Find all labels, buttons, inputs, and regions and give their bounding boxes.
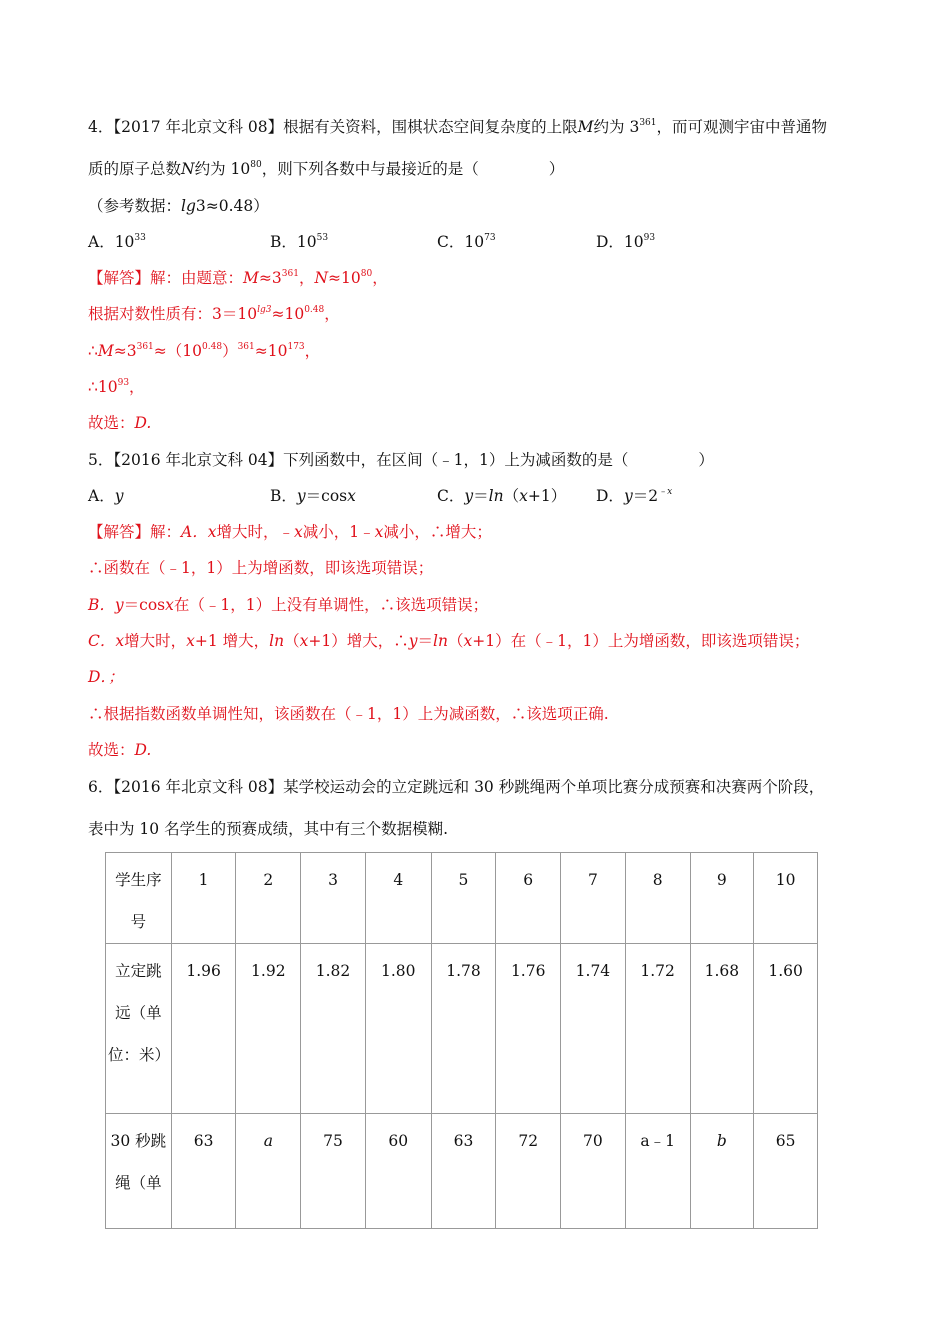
answer-text: ， bbox=[304, 342, 321, 360]
answer-text: ≈10 bbox=[254, 342, 288, 360]
answer-var: x bbox=[293, 523, 303, 541]
q4-text: 约为 3 bbox=[593, 118, 640, 136]
q4-var-m: M bbox=[577, 118, 594, 136]
table-cell: 1.80 bbox=[365, 944, 431, 1114]
q5-answer-6 bbox=[88, 703, 880, 725]
q5-answer-5 bbox=[88, 666, 880, 688]
option-exp: 73 bbox=[484, 233, 496, 243]
answer-text: 增大时，﹣ bbox=[216, 523, 294, 541]
q4-reference bbox=[88, 195, 880, 217]
option-label: D．10 bbox=[596, 233, 644, 251]
table-cell: 65 bbox=[754, 1114, 818, 1229]
answer-exp: 361 bbox=[237, 342, 255, 352]
option-var: x bbox=[519, 487, 528, 505]
table-cell: 75 bbox=[301, 1114, 366, 1229]
table-row-student-number bbox=[106, 853, 818, 944]
answer-var: ln bbox=[269, 632, 285, 650]
table-row-rope-skipping bbox=[106, 1114, 818, 1229]
q4-choose bbox=[88, 412, 880, 434]
table-cell: 1.96 bbox=[171, 944, 236, 1114]
answer-text: （ bbox=[284, 632, 300, 650]
answer-exp: 80 bbox=[360, 269, 373, 279]
row-header-rope-skipping: 30 秒跳绳（单 bbox=[106, 1114, 172, 1229]
table-cell: 1.72 bbox=[625, 944, 690, 1114]
answer-text: 增大时， bbox=[124, 632, 187, 650]
table-cell: 5 bbox=[431, 853, 496, 944]
option-var: y bbox=[464, 487, 474, 505]
q6-text: 表中为 10 名学生的预赛成绩，其中有三个数据模糊. bbox=[88, 820, 449, 838]
option-exp: 53 bbox=[316, 233, 329, 243]
q4-lg: lg bbox=[181, 197, 196, 215]
answer-text: ， bbox=[129, 378, 145, 396]
option-label: C． bbox=[437, 487, 465, 505]
q5-answer-3 bbox=[88, 594, 880, 616]
answer-text: （ bbox=[447, 632, 464, 650]
q6-line-2 bbox=[88, 818, 880, 840]
q5-line-1 bbox=[88, 449, 880, 471]
table-cell: 63 bbox=[431, 1114, 496, 1229]
table-cell: 1.92 bbox=[236, 944, 301, 1114]
option-var: ln bbox=[488, 487, 504, 505]
answer-var: x bbox=[463, 632, 473, 650]
answer-var: ln bbox=[433, 632, 448, 650]
table-cell: a bbox=[236, 1114, 301, 1229]
q4-answer-3 bbox=[88, 340, 880, 362]
q4-text: 约为 10 bbox=[194, 160, 251, 178]
option-var: y bbox=[114, 487, 124, 505]
q5-answer-1 bbox=[88, 521, 880, 543]
q4-answer-1 bbox=[88, 267, 880, 289]
answer-var: y bbox=[408, 632, 418, 650]
q4-answer-4 bbox=[88, 376, 880, 398]
score-table bbox=[105, 852, 818, 1229]
q4-text: ，而可观测宇宙中普通物 bbox=[656, 118, 828, 136]
table-cell: 72 bbox=[496, 1114, 561, 1229]
option-label: B．10 bbox=[270, 233, 317, 251]
answer-var: B． bbox=[88, 596, 115, 614]
answer-var: y bbox=[114, 596, 124, 614]
q5-choose bbox=[88, 739, 880, 761]
q6-line-1 bbox=[88, 776, 880, 798]
answer-text: 在（﹣1，1）上没有单调性，∴该选项错误； bbox=[173, 596, 489, 614]
table-cell: 1.76 bbox=[496, 944, 561, 1114]
option-label: B． bbox=[270, 487, 297, 505]
q4-text: 3≈0.48） bbox=[195, 197, 269, 215]
table-cell: 6 bbox=[496, 853, 561, 944]
answer-text: D．； bbox=[88, 668, 124, 686]
answer-choice: D. bbox=[134, 741, 152, 759]
q4-text: 4．【2017 年北京文科 08】根据有关资料，围棋状态空间复杂度的上限 bbox=[88, 118, 578, 136]
row-header-long-jump: 立定跳远（单位：米） bbox=[106, 944, 172, 1114]
answer-text: ≈10 bbox=[328, 269, 361, 287]
table-cell: a﹣1 bbox=[625, 1114, 690, 1229]
q4-var-n: N bbox=[181, 160, 195, 178]
table-cell: 70 bbox=[561, 1114, 626, 1229]
q4-line-2 bbox=[88, 158, 880, 180]
answer-text: ， bbox=[372, 269, 388, 287]
option-label: D． bbox=[596, 487, 624, 505]
option-var: x bbox=[347, 487, 356, 505]
answer-text: +1）在（﹣1，1）上为增函数，即该选项错误； bbox=[472, 632, 810, 650]
answer-exp: lg3 bbox=[257, 305, 272, 315]
answer-exp: 173 bbox=[287, 342, 305, 352]
q6-text: 6．【2016 年北京文科 08】某学校运动会的立定跳远和 30 秒跳绳两个单项比赛分成预赛和决赛两个阶段， bbox=[88, 778, 825, 796]
table-cell: 1.68 bbox=[690, 944, 754, 1114]
q4-option-c bbox=[437, 231, 496, 253]
q4-option-b bbox=[270, 231, 328, 253]
option-exp: 93 bbox=[643, 233, 656, 243]
answer-exp: 0.48 bbox=[304, 305, 325, 315]
answer-var: x bbox=[186, 632, 195, 650]
answer-text: ∴函数在（﹣1，1）上为增函数，即该选项错误； bbox=[88, 559, 434, 577]
table-row-long-jump bbox=[106, 944, 818, 1114]
q4-text: （参考数据： bbox=[88, 197, 182, 215]
answer-var: C． bbox=[88, 632, 116, 650]
option-exp: 33 bbox=[134, 233, 146, 243]
answer-exp: 361 bbox=[136, 342, 154, 352]
table-cell: 10 bbox=[754, 853, 818, 944]
table-cell: 1.60 bbox=[754, 944, 818, 1114]
q4-exp: 80 bbox=[250, 160, 262, 170]
answer-var: M bbox=[97, 342, 114, 360]
answer-text: 【解答】解：由题意： bbox=[88, 269, 244, 287]
option-var: y bbox=[623, 487, 633, 505]
option-text: ＝ bbox=[473, 487, 489, 505]
table-cell: 1.82 bbox=[301, 944, 366, 1114]
option-text: （ bbox=[503, 487, 520, 505]
answer-text: 故选： bbox=[88, 741, 135, 759]
answer-var: x bbox=[115, 632, 125, 650]
answer-text: ≈3 bbox=[113, 342, 137, 360]
table-cell: 4 bbox=[365, 853, 431, 944]
table-cell: 1.78 bbox=[431, 944, 496, 1114]
table-cell: 1 bbox=[171, 853, 236, 944]
q4-answer-2 bbox=[88, 303, 880, 325]
table-cell: 7 bbox=[561, 853, 626, 944]
table-cell: b bbox=[690, 1114, 754, 1229]
q4-option-a bbox=[88, 231, 146, 253]
q4-text: 质的原子总数 bbox=[88, 160, 182, 178]
answer-text: ＝ bbox=[417, 632, 434, 650]
option-exp: ﹣x bbox=[658, 487, 673, 497]
answer-var: x bbox=[299, 632, 309, 650]
q5-text: ） bbox=[698, 451, 714, 469]
answer-text: ∴根据指数函数单调性知，该函数在（﹣1，1）上为减函数，∴该选项正确. bbox=[88, 705, 609, 723]
table-cell: 9 bbox=[690, 853, 754, 944]
answer-text: ， bbox=[298, 269, 315, 287]
option-label: A．10 bbox=[88, 233, 135, 251]
q5-option-a bbox=[88, 485, 123, 507]
answer-text: 故选： bbox=[88, 414, 135, 432]
option-text: ＝2 bbox=[632, 487, 659, 505]
q4-text: ，则下列各数中与最接近的是（ bbox=[261, 160, 479, 178]
q5-option-b bbox=[270, 485, 356, 507]
answer-var: M bbox=[243, 269, 259, 287]
option-text: ＝cos bbox=[305, 487, 348, 505]
q5-answer-2 bbox=[88, 557, 880, 579]
answer-text: 【解答】解： bbox=[88, 523, 182, 541]
q4-exp: 361 bbox=[639, 118, 657, 128]
answer-text: ≈（10 bbox=[153, 342, 203, 360]
answer-text: ≈3 bbox=[258, 269, 282, 287]
table-cell: 3 bbox=[301, 853, 366, 944]
option-var: y bbox=[296, 487, 306, 505]
answer-text: ∴10 bbox=[88, 378, 118, 396]
row-header-student-number: 学生序号 bbox=[106, 853, 172, 944]
answer-choice: D. bbox=[134, 414, 152, 432]
answer-text: ） bbox=[222, 342, 238, 360]
answer-text: +1 增大， bbox=[194, 632, 270, 650]
table-cell: 63 bbox=[171, 1114, 236, 1229]
answer-text: 减小，1﹣ bbox=[302, 523, 375, 541]
answer-var: A．x bbox=[181, 523, 217, 541]
answer-text: ＝cos bbox=[123, 596, 166, 614]
answer-var: N bbox=[314, 269, 329, 287]
answer-text: ∴ bbox=[88, 342, 98, 360]
table-cell: 60 bbox=[365, 1114, 431, 1229]
q5-text: 5．【2016 年北京文科 04】下列函数中，在区间（﹣1，1）上为减函数的是（ bbox=[88, 451, 629, 469]
answer-var: x bbox=[374, 523, 384, 541]
option-text: +1） bbox=[527, 487, 567, 505]
answer-exp: 93 bbox=[117, 378, 130, 388]
answer-text: ≈10 bbox=[271, 305, 305, 323]
answer-text: 根据对数性质有：3＝10 bbox=[88, 305, 258, 323]
q5-answer-4 bbox=[88, 630, 880, 652]
answer-exp: 0.48 bbox=[202, 342, 223, 352]
answer-text: ， bbox=[324, 305, 340, 323]
option-label: A． bbox=[88, 487, 115, 505]
q5-option-c bbox=[437, 485, 566, 507]
table-cell: 8 bbox=[625, 853, 690, 944]
answer-var: x bbox=[165, 596, 174, 614]
answer-text: +1）增大，∴ bbox=[308, 632, 409, 650]
answer-exp: 361 bbox=[281, 269, 299, 279]
q4-line-1 bbox=[88, 116, 880, 138]
answer-text: 减小，∴增大； bbox=[383, 523, 492, 541]
q5-option-d bbox=[596, 485, 672, 507]
q4-text: ） bbox=[548, 160, 565, 178]
q4-option-d bbox=[596, 231, 655, 253]
table-cell: 1.74 bbox=[561, 944, 626, 1114]
table-cell: 2 bbox=[236, 853, 301, 944]
option-label: C．10 bbox=[437, 233, 485, 251]
